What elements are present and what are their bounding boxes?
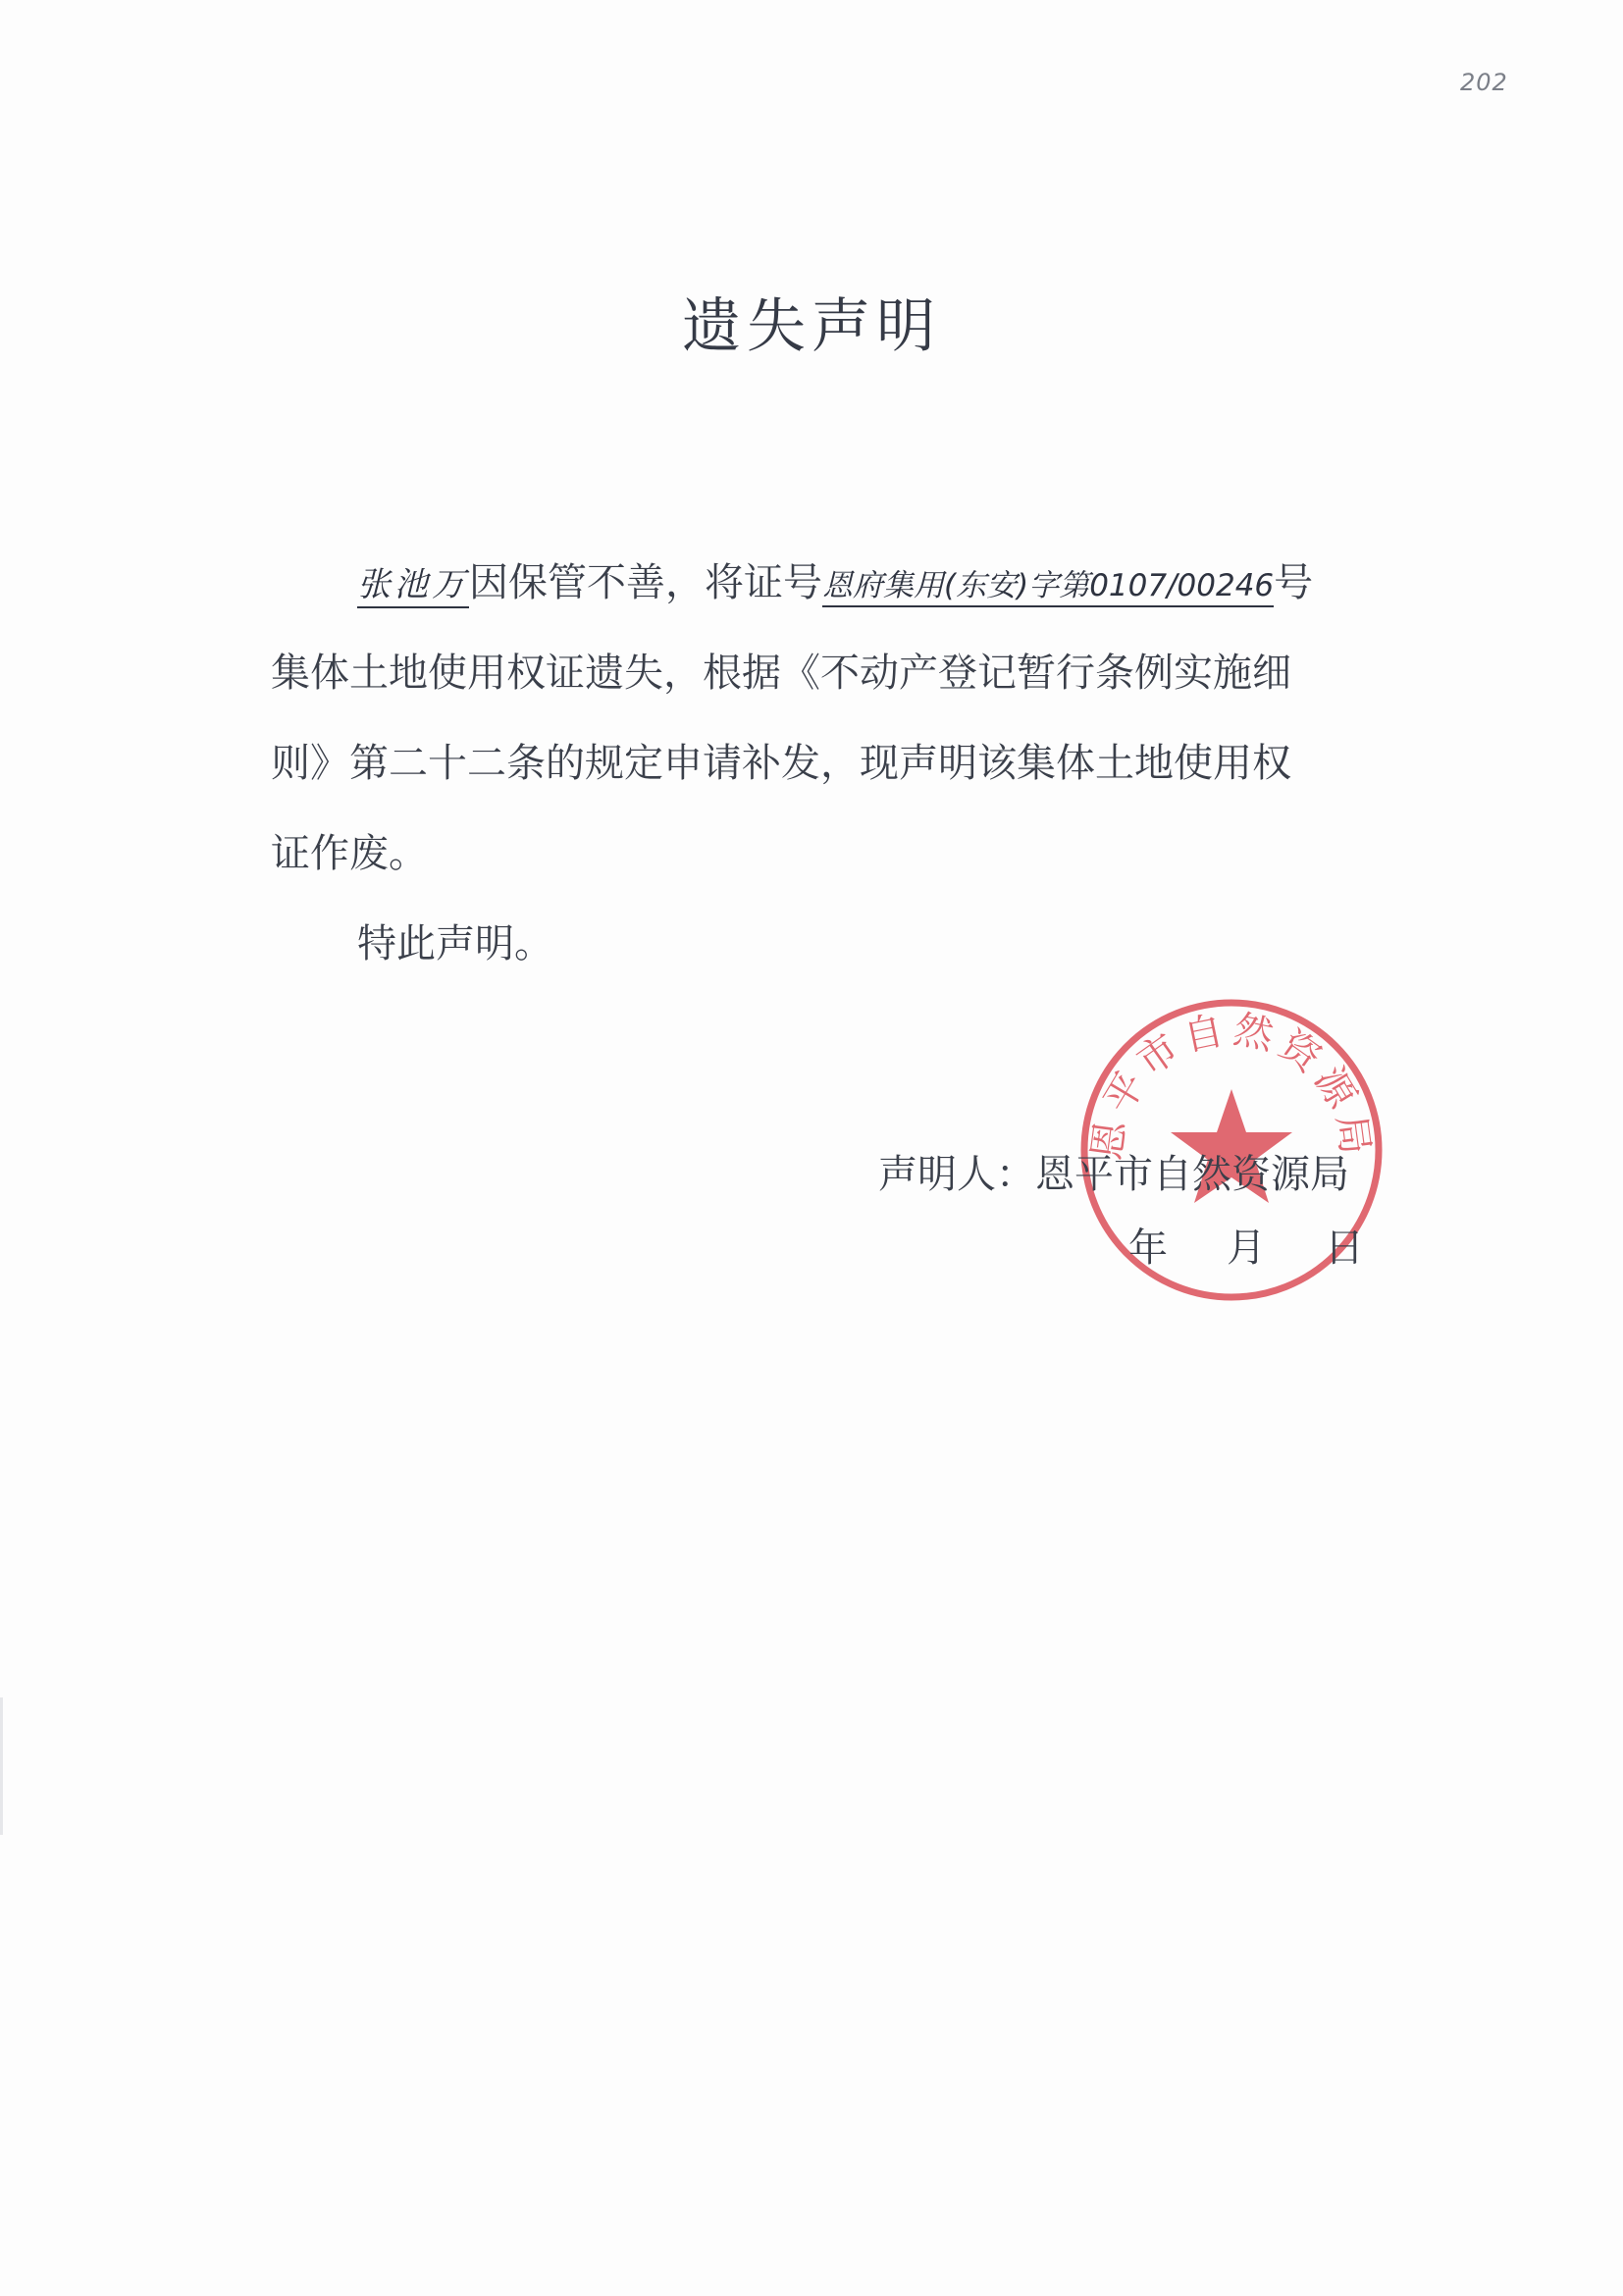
certificate-number-handwritten: 恩府集用(东安)字第0107/00246 [822,568,1274,607]
page-number: 202 [1460,69,1508,96]
date-year-label: 年 [1128,1226,1168,1271]
scan-edge-mark [0,1697,3,1835]
statement-line-3: 则》第二十二条的规定申请补发，现声明该集体土地使用权 [271,741,1291,786]
declarant-line [878,1143,1349,1199]
holder-name-handwritten: 张池万 [357,565,469,608]
statement-body [271,538,1399,989]
statement-text-b: 号 [1274,560,1314,605]
statement-line-1 [271,538,1399,628]
statement-line-4: 证作废。 [271,831,428,876]
declarant-organization: 恩平市自然资源局 [1035,1152,1349,1197]
date-month-label: 月 [1227,1226,1266,1271]
document-title: 遗失声明 [682,292,941,361]
date-line [1128,1217,1423,1273]
statement-line-2: 集体土地使用权证遗失，根据《不动产登记暂行条例实施细 [271,651,1291,696]
date-day-label: 日 [1325,1226,1364,1271]
statement-text-a: 因保管不善，将证号 [469,560,822,605]
declarant-label: 声明人： [878,1152,1035,1197]
closing-line: 特此声明。 [357,921,553,966]
seal-text-path: 恩平市自然资源局 [1084,1007,1379,1164]
